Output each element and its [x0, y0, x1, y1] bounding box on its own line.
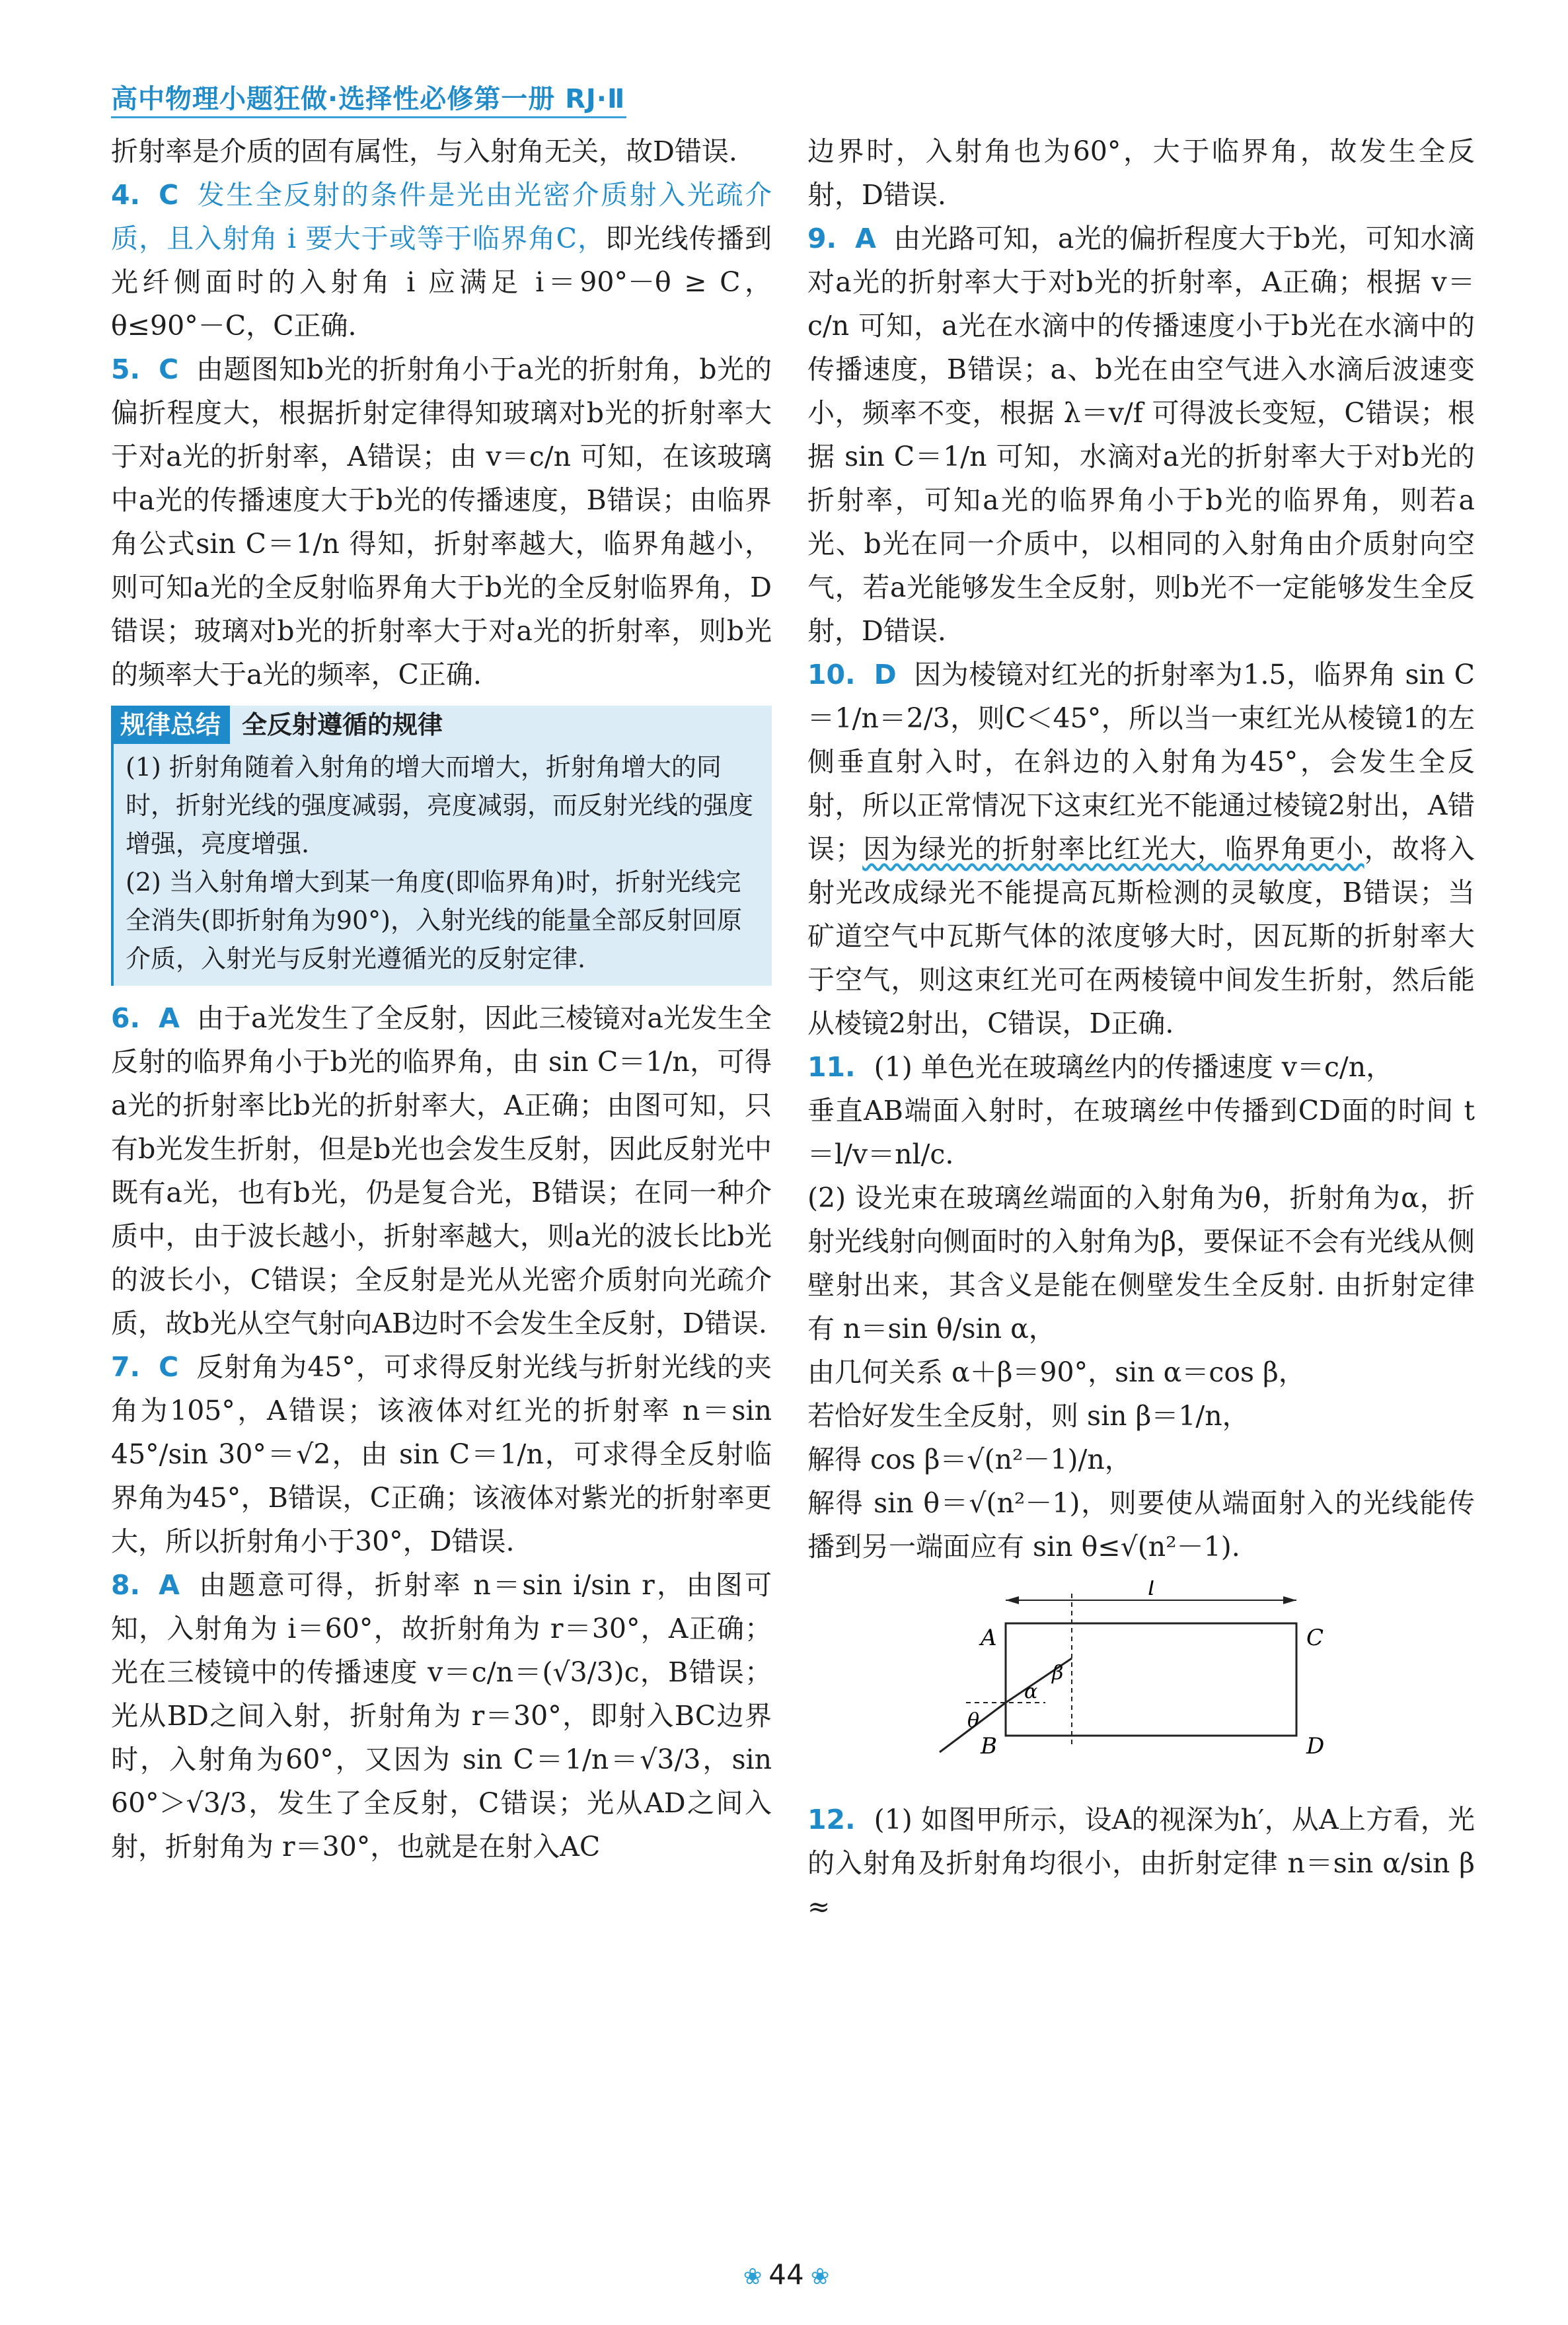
- answer-12-number: 12.: [807, 1804, 856, 1835]
- answer-9: [807, 217, 1475, 653]
- label-B: B: [981, 1733, 997, 1759]
- length-label: l: [1148, 1580, 1155, 1601]
- answer-4: [111, 173, 772, 348]
- answer-5-text: 由题图知b光的折射角小于a光的折射角，b光的偏折程度大，根据折射定律得知玻璃对b光的折射率大于对a光的折射率，A错误；由 v＝c/n 可知，在该玻璃中a光的传播速度大于b光的传播速度，B错误；由临界角公式sin C＝1/n 得知，折射率越大，临界角越小，则可知a光的全反射临界角大于b光的全反射临界角，D错误；玻璃对b光的折射率大于对a光的折射率，则b光的频率大于a光的频率，C正确.: [111, 353, 772, 690]
- answer-9-text: 由光路可知，a光的偏折程度大于b光，可知水滴对a光的折射率大于对b光的折射率，A正确；根据 v＝c/n 可知，a光在水滴中的传播速度小于b光在水滴中的传播速度，B错误；a、b光在由空气进入水滴后波速变小，频率不变，根据 λ＝v/f 可得波长变短，C错误；根据 sin C＝1/n 可知，水滴对a光的折射率大于对b光的折射率，可知a光的临界角小于b光的临界角，则若a光、b光在同一介质中，以相同的入射角由介质射向空气，若a光能够发生全反射，则b光不一定能够发生全反射，D错误.: [807, 223, 1475, 647]
- label-C: C: [1306, 1625, 1324, 1651]
- ornament-right-icon: ❀: [810, 2264, 830, 2290]
- answer-4-highlight: 发生全反射的条件是光由光密介质射入光疏介质，且入射角 i 要大于或等于临界角C，: [111, 179, 772, 254]
- answer-11-number: 11.: [807, 1051, 856, 1083]
- answer-10-text-b: ，故将入射光改成绿光不能提高瓦斯检测的灵敏度，B错误；当矿道空气中瓦斯气体的浓度够大时，因瓦斯的折射率大于空气，则这束红光可在两棱镜中间发生折射，然后能从棱镜2射出，C错误，D正确.: [807, 833, 1475, 1039]
- page-footer: [714, 2258, 859, 2291]
- answer-8-text: 由题意可得，折射率 n＝sin i/sin r，由图可知，入射角为 i＝60°，故折射角为 r＝30°，A正确；光在三棱镜中的传播速度 v＝c/n＝(√3/3)c，B错误；光从BD之间入射，折射角为 r＝30°，即射入BC边界时，入射角为60°，又因为 sin C＝1/n＝√3/3，sin 60°＞√3/3，发生了全反射，C错误；光从AD之间入射，折射角为 r＝30°，也就是在射入AC: [111, 1569, 772, 1863]
- header-rule: [111, 116, 626, 118]
- left-continuation: 折射率是介质的固有属性，与入射角无关，故D错误.: [111, 135, 737, 167]
- glass-fiber-figure: [926, 1580, 1402, 1779]
- answer-11-line-6: 解得 cos β＝√(n²－1)/n，: [807, 1444, 1132, 1475]
- label-alpha: α: [1024, 1680, 1038, 1703]
- right-column: [807, 129, 1475, 1929]
- rule-summary-point-1: (1) 折射角随着入射角的增大而增大，折射角增大的同时，折射光线的强度减弱，亮度减弱，而反射光线的强度增强，亮度增强.: [126, 753, 754, 858]
- answer-5-choice: C: [159, 353, 179, 385]
- rule-summary-point-2: (2) 当入射角增大到某一角度(即临界角)时，折射光线完全消失(即折射角为90°)，入射光线的能量全部反射回原介质，入射光与反射光遵循光的反射定律.: [126, 867, 743, 973]
- answer-5: [111, 348, 772, 696]
- left-column: [111, 129, 772, 1868]
- answer-4-choice: C: [159, 179, 179, 211]
- answer-5-number: 5.: [111, 353, 141, 385]
- answer-11-line-3: (2) 设光束在玻璃丝端面的入射角为θ，折射角为α，折射光线射向侧面时的入射角为β，要保证不会有光线从侧壁射出来，其含义是能在侧壁发生全反射. 由折射定律有 n＝sin θ/sin α，: [807, 1182, 1475, 1345]
- answer-4-number: 4.: [111, 179, 141, 211]
- label-D: D: [1306, 1733, 1325, 1759]
- answer-9-number: 9.: [807, 223, 837, 254]
- answer-7-choice: C: [159, 1351, 179, 1383]
- answer-7: [111, 1345, 772, 1563]
- answer-11-line-4: 由几何关系 α＋β＝90°，sin α＝cos β，: [807, 1356, 1306, 1388]
- answer-11-line-7: 解得 sin θ＝√(n²－1)，则要使从端面射入的光线能传播到另一端面应有 sin θ≤√(n²－1).: [807, 1487, 1475, 1563]
- answer-7-number: 7.: [111, 1351, 141, 1383]
- rule-summary-tag: 规律总结: [111, 706, 230, 744]
- answer-10: [807, 653, 1475, 1045]
- page-number: 44: [768, 2258, 804, 2291]
- rule-summary-title: 全反射遵循的规律: [242, 710, 443, 739]
- answer-6: [111, 996, 772, 1345]
- answer-8-choice: A: [159, 1569, 180, 1601]
- answer-9-choice: A: [855, 223, 876, 254]
- answer-10-text-a: 因为棱镜对红光的折射率为1.5，临界角 sin C＝1/n＝2/3，则C＜45°，所以当一束红光从棱镜1的左侧垂直射入时，在斜边的入射角为45°，会发生全反射，所以正常情况下这束红光不能通过棱镜2射出，A错误；: [807, 659, 1475, 865]
- label-theta: θ: [967, 1709, 980, 1732]
- answer-6-text: 由于a光发生了全反射，因此三棱镜对a光发生全反射的临界角小于b光的临界角，由 sin C＝1/n，可得a光的折射率比b光的折射率大，A正确；由图可知，只有b光发生折射，但是b光也会发生反射，因此反射光中既有a光，也有b光，仍是复合光，B错误；在同一种介质中，由于波长越小，折射率越大，则a光的波长比b光的波长小，C错误；全反射是光从光密介质射向光疏介质，故b光从空气射向AB边时不会发生全反射，D错误.: [111, 1002, 772, 1339]
- answer-11-line-1: (1) 单色光在玻璃丝内的传播速度 v＝c/n，: [874, 1051, 1394, 1083]
- answer-12: [807, 1798, 1475, 1929]
- answer-4-text: 即光线传播到光纤侧面时的入射角 i 应满足 i＝90°－θ ≥ C，θ≤90°－C，C正确.: [111, 223, 772, 342]
- answer-12-text: (1) 如图甲所示，设A的视深为h′，从A上方看，光的入射角及折射角均很小，由折射定律 n＝sin α/sin β ≈: [807, 1804, 1475, 1923]
- answer-7-text: 反射角为45°，可求得反射光线与折射光线的夹角为105°，A错误；该液体对红光的折射率 n＝sin 45°/sin 30°＝√2，由 sin C＝1/n，可求得全反射临界角为45°，B错误，C正确；该液体对紫光的折射率更大，所以折射角小于30°，D错误.: [111, 1351, 772, 1557]
- dimension-arrow-right: [1283, 1596, 1296, 1604]
- dimension-arrow-left: [1006, 1596, 1019, 1604]
- label-beta: β: [1052, 1662, 1064, 1685]
- running-header: 高中物理小题狂做·选择性必修第一册 RJ·Ⅱ: [111, 84, 626, 114]
- answer-10-choice: D: [874, 659, 897, 690]
- answer-11-line-5: 若恰好发生全反射，则 sin β＝1/n，: [807, 1400, 1250, 1432]
- answer-10-number: 10.: [807, 659, 856, 690]
- answer-10-wavy-underline: 因为绿光的折射率比红光大，临界角更小: [862, 833, 1364, 865]
- rule-summary-body: [111, 744, 772, 986]
- ornament-left-icon: ❀: [743, 2264, 763, 2290]
- rule-summary-header: [111, 706, 772, 744]
- answer-8: [111, 1563, 772, 1868]
- answer-6-choice: A: [159, 1002, 180, 1034]
- glass-fiber-body: [1006, 1623, 1296, 1736]
- right-continuation: 边界时，入射角也为60°，大于临界角，故发生全反射，D错误.: [807, 135, 1475, 211]
- answer-8-number: 8.: [111, 1569, 141, 1601]
- label-A: A: [981, 1625, 997, 1651]
- rule-summary-box: [111, 706, 772, 986]
- answer-11-part-1: [807, 1045, 1475, 1089]
- answer-11-line-2: 垂直AB端面入射时，在玻璃丝中传播到CD面的时间 t＝l/v＝nl/c.: [807, 1095, 1475, 1170]
- answer-6-number: 6.: [111, 1002, 141, 1034]
